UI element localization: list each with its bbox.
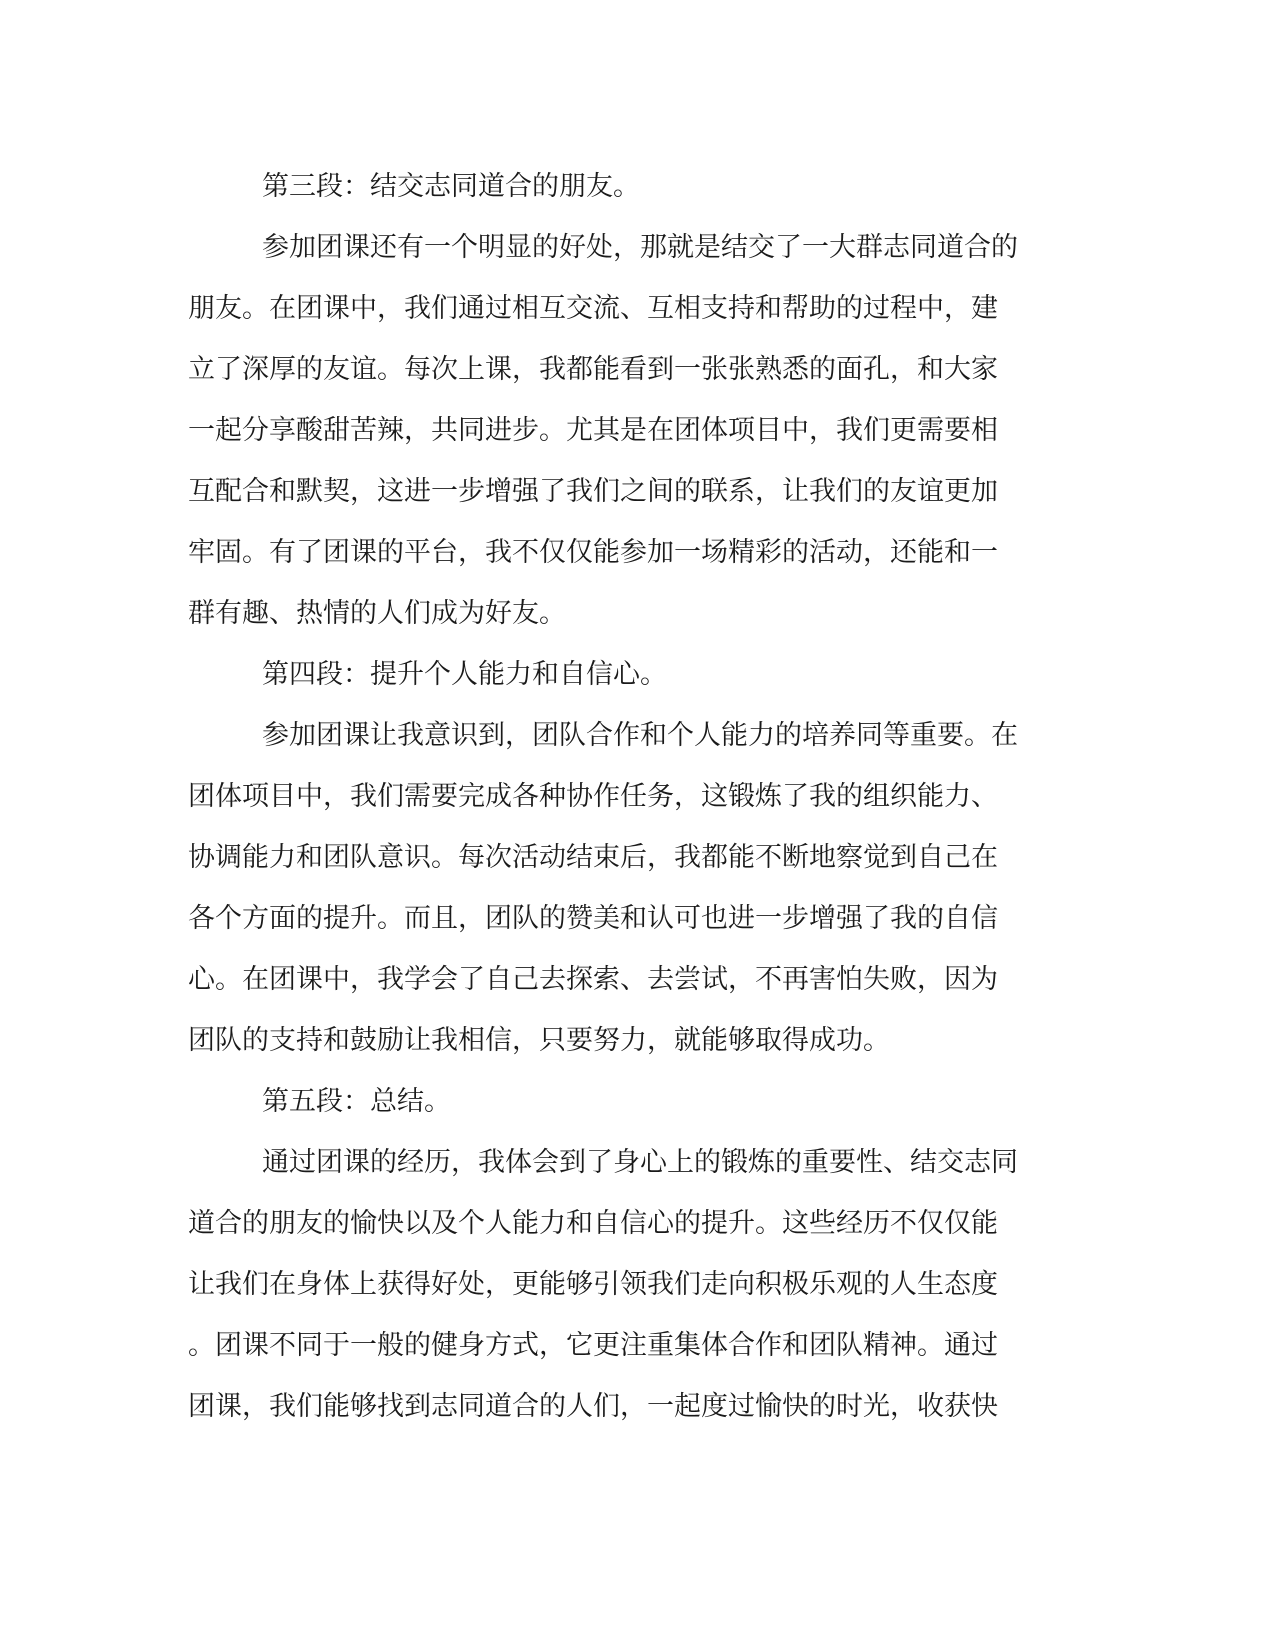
paragraph-line: 立了深厚的友谊。每次上课，我都能看到一张张熟悉的面孔，和大家 [188,354,998,385]
paragraph-line: 团课，我们能够找到志同道合的人们，一起度过愉快的时光，收获快 [188,1391,998,1422]
paragraph-line: 道合的朋友的愉快以及个人能力和自信心的提升。这些经历不仅仅能 [188,1208,998,1239]
section-heading-5: 第五段：总结。 [262,1086,451,1117]
paragraph-line: 一起分享酸甜苦辣，共同进步。尤其是在团体项目中，我们更需要相 [188,415,998,446]
paragraph-line: 群有趣、热情的人们成为好友。 [188,598,566,629]
document-body [188,156,1068,1437]
paragraph-line: 各个方面的提升。而且，团队的赞美和认可也进一步增强了我的自信 [188,903,998,934]
paragraph-line: 让我们在身体上获得好处，更能够引领我们走向积极乐观的人生态度 [188,1269,998,1300]
paragraph-line: 朋友。在团课中，我们通过相互交流、互相支持和帮助的过程中，建 [188,293,998,324]
paragraph-line: 协调能力和团队意识。每次活动结束后，我都能不断地察觉到自己在 [188,842,998,873]
paragraph-line: 参加团课让我意识到，团队合作和个人能力的培养同等重要。在 [262,720,1018,751]
paragraph-line: 。团课不同于一般的健身方式，它更注重集体合作和团队精神。通过 [188,1330,998,1361]
paragraph-line: 团队的支持和鼓励让我相信，只要努力，就能够取得成功。 [188,1025,890,1056]
paragraph-line: 心。在团课中，我学会了自己去探索、去尝试，不再害怕失败，因为 [188,964,998,995]
paragraph-line: 互配合和默契，这进一步增强了我们之间的联系，让我们的友谊更加 [188,476,998,507]
paragraph-line: 团体项目中，我们需要完成各种协作任务，这锻炼了我的组织能力、 [188,781,998,812]
paragraph-line: 通过团课的经历，我体会到了身心上的锻炼的重要性、结交志同 [262,1147,1018,1178]
paragraph-line: 参加团课还有一个明显的好处，那就是结交了一大群志同道合的 [262,232,1018,263]
section-heading-4: 第四段：提升个人能力和自信心。 [262,659,667,690]
paragraph-line: 牢固。有了团课的平台，我不仅仅能参加一场精彩的活动，还能和一 [188,537,998,568]
section-heading-3: 第三段：结交志同道合的朋友。 [262,171,640,202]
